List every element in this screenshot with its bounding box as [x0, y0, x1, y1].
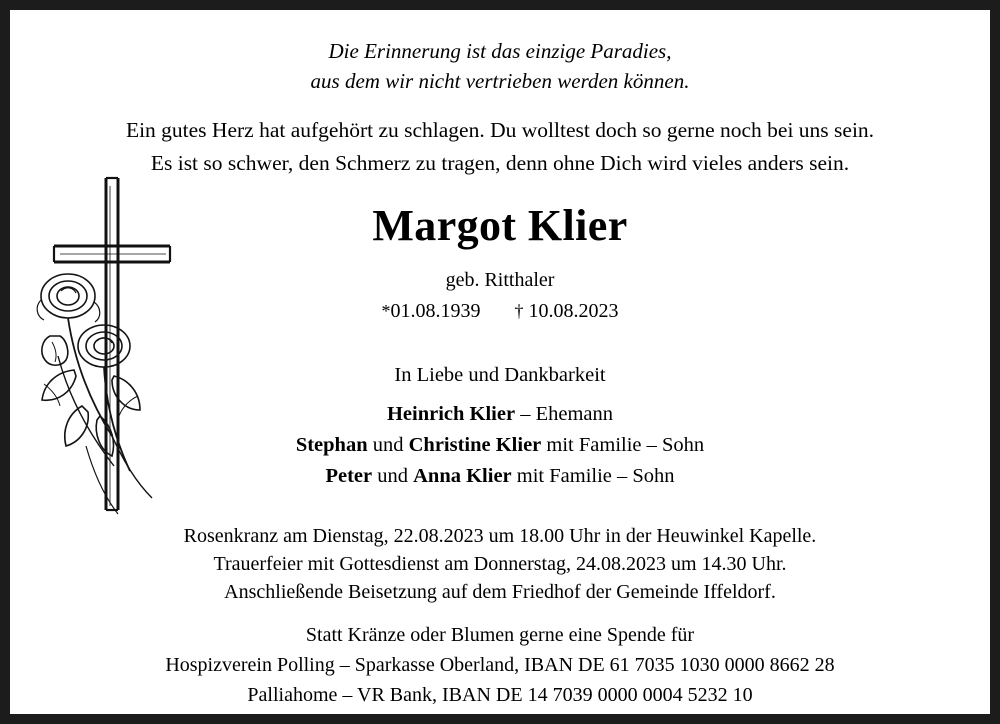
family-member-2: [10, 430, 990, 461]
donation-line-1: Statt Kränze oder Blumen gerne eine Spende für: [305, 624, 695, 646]
family-member-2-name-b: Christine Klier: [408, 434, 542, 456]
birth-symbol: *: [381, 301, 391, 321]
family-member-2-name-a: Stephan: [295, 434, 368, 456]
service-line-1: Rosenkranz am Dienstag, 22.08.2023 um 18.00 Uhr in der Heuwinkel Kapelle.: [183, 525, 817, 547]
service-line-2: Trauerfeier mit Gottesdienst am Donnerstag, 24.08.2023 um 14.30 Uhr.: [213, 553, 787, 575]
family-block: [10, 360, 990, 492]
service-line-3: Anschließende Beisetzung auf dem Friedhof der Gemeinde Iffeldorf.: [224, 581, 776, 603]
family-member-3: [10, 461, 990, 492]
deceased-name: Margot Klier: [372, 201, 628, 250]
donation-line-3: Palliahome – VR Bank, IBAN DE 14 7039 0000 0004 5232 10: [247, 684, 753, 706]
obituary-card: [10, 10, 990, 714]
life-dates: [10, 300, 990, 323]
epitaph-line-2: aus dem wir nicht vertrieben werden können.: [310, 69, 690, 93]
donation-details: [10, 620, 990, 710]
donation-line-2: Hospizverein Polling – Sparkasse Oberland, IBAN DE 61 7035 1030 0000 8662 28: [165, 654, 835, 676]
family-member-2-tail: mit Familie – Sohn: [541, 434, 705, 456]
intro-line-2: Es ist so schwer, den Schmerz zu tragen, denn ohne Dich wird vieles anders sein.: [150, 151, 850, 175]
family-member-3-name-b: Anna Klier: [413, 465, 512, 487]
family-member-1-mid: –: [515, 403, 536, 425]
intro-line-1: Ein gutes Herz hat aufgehört zu schlagen. Du wolltest doch so gerne noch bei uns sein.: [125, 118, 875, 142]
maiden-name: geb. Ritthaler: [445, 269, 555, 291]
service-details: [10, 522, 990, 606]
death-symbol: †: [514, 301, 524, 321]
family-member-3-name-a: Peter: [325, 465, 373, 487]
epitaph-line-1: Die Erinnerung ist das einzige Paradies,: [328, 39, 672, 63]
death-date: 10.08.2023: [528, 300, 619, 322]
epitaph: [10, 36, 990, 96]
family-member-1: [10, 399, 990, 430]
family-member-3-mid: und: [372, 465, 414, 487]
intro-verse: [10, 114, 990, 180]
family-lead: In Liebe und Dankbarkeit: [394, 364, 606, 386]
birth-date: 01.08.1939: [390, 300, 481, 322]
family-member-3-tail: mit Familie – Sohn: [511, 465, 675, 487]
family-member-1-name: Heinrich Klier: [386, 403, 516, 425]
family-member-2-mid: und: [367, 434, 409, 456]
family-member-1-relation: Ehemann: [535, 403, 614, 425]
